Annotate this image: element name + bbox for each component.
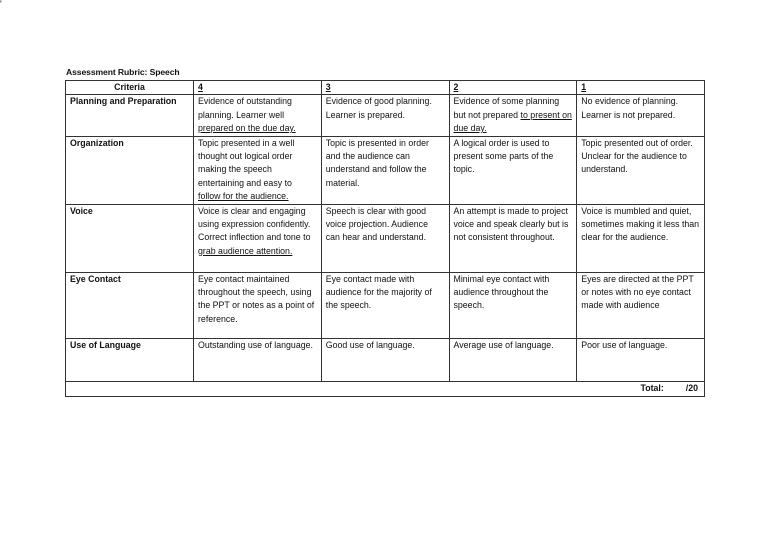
- table-row: [66, 204, 705, 272]
- cell-text: Topic presented out of order. Unclear for the audience to understand.: [581, 137, 693, 175]
- score-header-1: 1: [577, 81, 705, 95]
- rubric-cell: [449, 338, 577, 381]
- cell-text: A logical order is used to present some parts of the topic.: [453, 137, 554, 175]
- rubric-cell: [449, 136, 577, 204]
- rubric-cell: [321, 338, 449, 381]
- rubric-cell: [194, 338, 322, 381]
- criterion-label: Planning and Preparation: [66, 95, 194, 136]
- cell-underlined-text: follow for the audience.: [198, 191, 289, 202]
- header-row: [66, 81, 705, 95]
- document-title: Assessment Rubric: Speech: [66, 67, 180, 77]
- criterion-label: Voice: [66, 204, 194, 272]
- rubric-cell: [321, 204, 449, 272]
- rubric-cell: [449, 272, 577, 338]
- rubric-cell: [194, 95, 322, 136]
- cell-text: Voice is mumbled and quiet, sometimes making it less than clear for the audience.: [581, 205, 700, 243]
- table-row: [66, 95, 705, 136]
- cell-text: Good use of language.: [325, 339, 415, 350]
- rubric-cell: [577, 272, 705, 338]
- cell-underlined-text: to present on due day.: [453, 109, 572, 134]
- cell-text: Eye contact made with audience for the majority of the speech.: [325, 273, 432, 311]
- rubric-cell: [194, 136, 322, 204]
- criterion-label: Organization: [66, 136, 194, 204]
- cell-text: Voice is clear and engaging using expression confidently. Correct inflection and tone to: [198, 205, 311, 243]
- criteria-header: Criteria: [66, 81, 194, 95]
- cell-text: Evidence of some planning but not prepared: [453, 96, 560, 120]
- score-header-3: 3: [321, 81, 449, 95]
- criterion-label: Use of Language: [66, 338, 194, 381]
- rubric-cell: [577, 136, 705, 204]
- cell-text: Evidence of good planning. Learner is prepared.: [325, 96, 432, 120]
- assessment-rubric-table: [65, 80, 705, 397]
- table-row: [66, 136, 705, 204]
- cell-text: Eye contact maintained throughout the speech, using the PPT or notes as a point of reference.: [198, 273, 315, 324]
- cell-text: Topic presented in a well thought out logical order making the speech entertaining and easy to: [198, 137, 295, 188]
- rubric-cell: [449, 95, 577, 136]
- total-label: Total:: [640, 382, 664, 393]
- total-cell: [66, 381, 705, 396]
- cell-text: Average use of language.: [453, 339, 554, 350]
- cell-underlined-text: grab audience attention.: [198, 245, 293, 256]
- cell-text: Minimal eye contact with audience throughout the speech.: [453, 273, 550, 311]
- cell-text: Evidence of outstanding planning. Learner well: [198, 96, 292, 120]
- cell-text: Topic is presented in order and the audience can understand and follow the material.: [325, 137, 429, 188]
- table-row: [66, 272, 705, 338]
- cell-text: Outstanding use of language.: [198, 339, 313, 350]
- cell-text: No evidence of planning. Learner is not prepared.: [581, 96, 679, 120]
- corner-mark: ': [0, 0, 2, 9]
- score-header-4: 4: [194, 81, 322, 95]
- rubric-cell: [577, 204, 705, 272]
- total-out-of: /20: [685, 382, 698, 393]
- rubric-cell: [449, 204, 577, 272]
- cell-text: Poor use of language.: [581, 339, 668, 350]
- score-header-2: 2: [449, 81, 577, 95]
- cell-text: Eyes are directed at the PPT or notes with no eye contact made with audience: [581, 273, 694, 311]
- rubric-cell: [194, 204, 322, 272]
- cell-text: Speech is clear with good voice projection. Audience can hear and understand.: [325, 205, 428, 243]
- cell-underlined-text: prepared on the due day.: [198, 123, 296, 134]
- rubric-cell: [194, 272, 322, 338]
- rubric-cell: [577, 95, 705, 136]
- criterion-label: Eye Contact: [66, 272, 194, 338]
- rubric-cell: [577, 338, 705, 381]
- table-row: [66, 338, 705, 381]
- rubric-cell: [321, 272, 449, 338]
- cell-text: An attempt is made to project voice and speak clearly but is not consistent throughout.: [453, 205, 569, 243]
- rubric-cell: [321, 95, 449, 136]
- total-row: [66, 381, 705, 396]
- rubric-cell: [321, 136, 449, 204]
